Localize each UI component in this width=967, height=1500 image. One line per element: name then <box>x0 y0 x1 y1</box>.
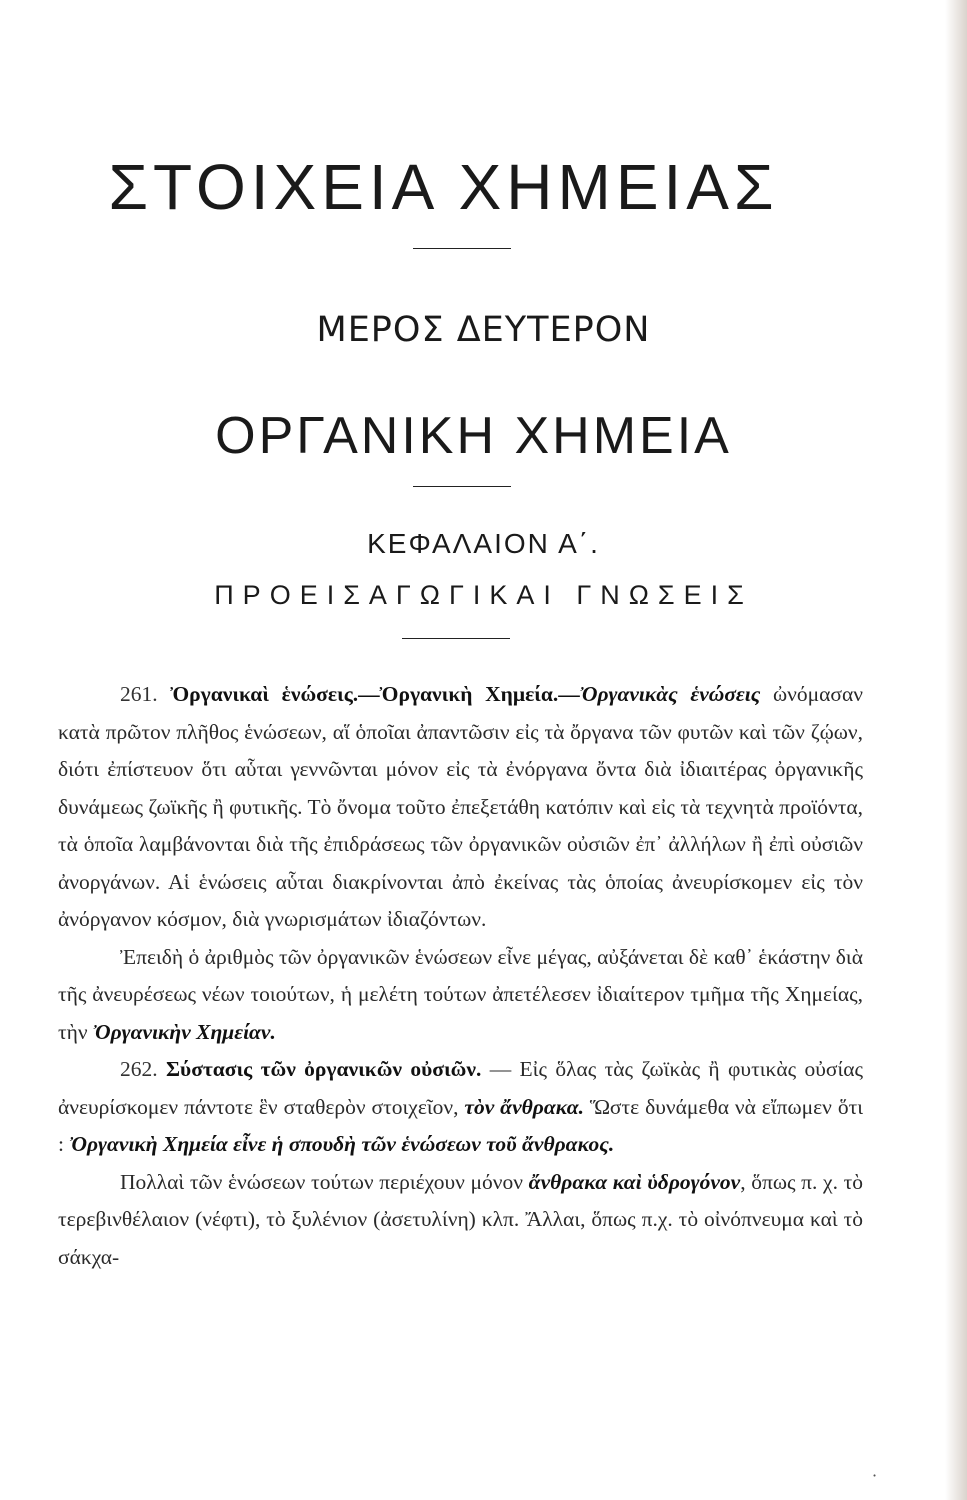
paragraph-262-continued <box>58 1164 863 1277</box>
term-carbon-hydrogen: ἄνθρακα καὶ ὑδρογόνον <box>528 1169 741 1194</box>
body-text <box>58 676 863 1276</box>
paragraph-262-text-2: Ὥστε δυνάμεθα νὰ εἴπωμεν ὅτι : <box>58 1094 863 1156</box>
subject-title: ΟΡΓΑΝΙΚΗ ΧΗΜΕΙΑ <box>215 407 732 465</box>
term-organic-compounds: Ὀργανικὰς ἑνώσεις <box>579 682 761 706</box>
paragraph-261-text: ὠνόμασαν κατὰ πρῶτον πλῆθος ἑνώσεων, αἵ ὁποῖαι ἀπαντῶσιν εἰς τὰ ὄργανα τῶν φυτῶν καὶ τῶν ζῴων, διότι ἐπίστευον ὅτι αὗται γεννῶνται μόνον εἰς τὰ ἐνόργανα ὄντα διὰ ἰδιαιτέρας ὀργανικῆς δυνάμεως ζωϊκῆς ἢ φυτικῆς. Τὸ ὄνομα τοῦτο ἐπεξετάθη κατόπιν καὶ εἰς τὰ τεχνητὰ προϊόντα, τὰ ὁποῖα λαμβάνονται διὰ τῆς ἐπιδράσεως τῶν ὀργανικῶν οὐσιῶν ἐπ᾽ ἀλλήλων ἢ ἐπὶ οὐσιῶν ἀνοργάνων. Αἱ ἑνώσεις αὗται διακρίνονται ἀπὸ ἐκείνας τὰς ὁποίας ἀνευρίσκομεν εἰς τὸν ἀνόργανον κόσμον, διὰ γνωρισμάτων ἰδιαζόντων. <box>58 682 863 931</box>
subject-divider <box>413 486 511 487</box>
term-organic-chemistry: Ὀργανικὴν Χημείαν. <box>92 1019 276 1044</box>
term-carbon: τὸν ἄνθρακα. <box>464 1094 584 1119</box>
paragraph-261-continued <box>58 939 863 1052</box>
title-divider <box>413 248 511 249</box>
page-edge-shadow <box>945 0 967 1500</box>
chapter-label: ΚΕΦΑΛΑΙΟΝ Α΄. <box>367 528 600 559</box>
paragraph-261 <box>58 676 863 939</box>
book-title: ΣΤΟΙΧΕΙΑ ΧΗΜΕΙΑΣ <box>108 151 779 223</box>
definition-organic-chemistry: Ὀργανικὴ Χημεία εἶνε ἡ σπουδὴ τῶν ἑνώσεων τοῦ ἄνθρακος. <box>69 1132 615 1156</box>
paragraph-262b-text-2: , ὅπως π. χ. τὸ τερεβινθέλαιον (νέφτι), τὸ ξυλένιον (ἀσετυλίνη) κλπ. Ἄλλαι, ὅπως π.χ. τὸ οἰνόπνευμα καὶ τὸ σάκχα- <box>58 1169 864 1269</box>
paragraph-262b-text: Πολλαὶ τῶν ἑνώσεων τούτων περιέχουν μόνον <box>120 1169 529 1194</box>
chapter-title: ΠΡΟΕΙΣΑΓΩΓΙΚΑΙ ΓΝΩΣΕΙΣ <box>214 580 753 610</box>
part-title: ΜΕΡΟΣ ΔΕΥΤΕΡΟΝ <box>316 310 651 350</box>
paragraph-262 <box>58 1051 863 1164</box>
section-heading-261: Ὀργανικαὶ ἑνώσεις.—Ὀργανικὴ Χημεία.— <box>170 682 580 706</box>
section-heading-262: Σύστασις τῶν ὀργανικῶν οὐσιῶν. <box>165 1057 482 1081</box>
paragraph-261b-text: Ἐπειδὴ ὁ ἀριθμὸς τῶν ὀργανικῶν ἑνώσεων εἶνε μέγας, αὐξάνεται δὲ καθ᾽ ἑκάστην διὰ τῆς ἀνευρέσεως νέων τοιούτων, ἡ μελέτη τούτων ἀπετέλεσεν ἰδιαίτερον τμῆμα τῆς Χημείας, τὴν <box>58 944 863 1044</box>
paragraph-262-text: — Εἰς ὅλας τὰς ζωϊκὰς ἢ φυτικὰς οὐσίας ἀνευρίσκομεν πάντοτε ἓν σταθερὸν στοιχεῖον, <box>58 1057 864 1119</box>
section-number-261: 261. <box>120 682 158 706</box>
page-end-mark: · <box>872 1466 878 1485</box>
chapter-divider <box>402 638 510 639</box>
section-number-262: 262. <box>120 1057 158 1081</box>
